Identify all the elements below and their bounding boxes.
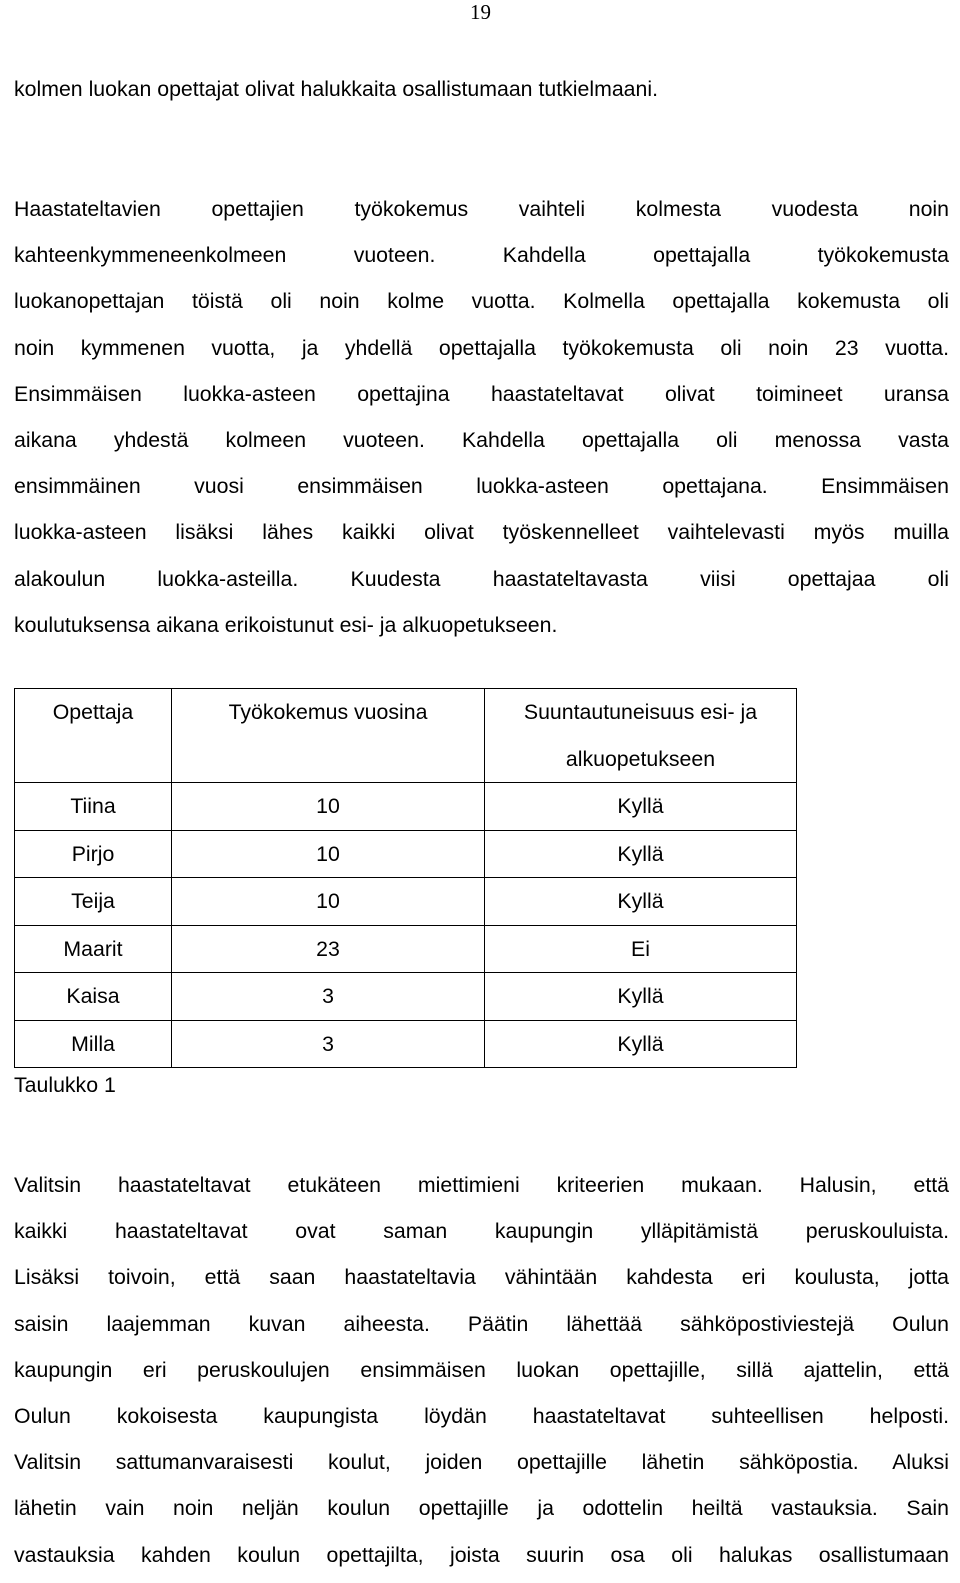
paragraph-line: Lisäksi toivoin, että saan haastateltavia vähintään kahdesta eri koulusta, jotta xyxy=(14,1265,949,1290)
cell-oriented: Kyllä xyxy=(485,878,797,926)
header-suuntautuneisuus-line1: Suuntautuneisuus esi- ja xyxy=(523,700,758,724)
cell-name: Pirjo xyxy=(15,830,172,878)
paragraph-line: Valitsin haastateltavat etukäteen miettimieni kriteerien mukaan. Halusin, että xyxy=(14,1173,949,1197)
table-row xyxy=(15,878,797,926)
paragraph-line: Oulun kokoisesta kaupungista löydän haastateltavat suhteellisen helposti. xyxy=(14,1404,949,1429)
page-number-text: 19 xyxy=(470,0,491,24)
table-row xyxy=(15,973,797,1021)
cell-name: Maarit xyxy=(15,925,172,973)
paragraph-line: noin kymmenen vuotta, ja yhdellä opettajalla työkokemusta oli noin 23 vuotta. xyxy=(14,335,949,360)
paragraph-3 xyxy=(14,1162,949,1578)
paragraph-line: Ensimmäisen luokka-asteen opettajina haastateltavat olivat toimineet uransa xyxy=(14,381,949,406)
paragraph-line: koulutuksensa aikana erikoistunut esi- ja alkuopetukseen. xyxy=(14,612,558,637)
paragraph-1 xyxy=(14,66,949,112)
table-row xyxy=(15,783,797,831)
paragraph-line: aikana yhdestä kolmeen vuoteen. Kahdella opettajalla oli menossa vasta xyxy=(14,428,949,453)
paragraph-line: kahteenkymmeneenkolmeen vuoteen. Kahdella opettajalla työkokemusta xyxy=(14,243,949,268)
cell-years: 3 xyxy=(172,973,485,1021)
paragraph-line: alakoulun luokka-asteilla. Kuudesta haastateltavasta viisi opettajaa oli xyxy=(14,566,949,591)
paragraph-line: saisin laajemman kuvan aiheesta. Päätin lähettää sähköpostiviestejä Oulun xyxy=(14,1311,949,1336)
cell-name: Milla xyxy=(15,1020,172,1068)
table-caption: Taulukko 1 xyxy=(14,1073,116,1097)
cell-name: Teija xyxy=(15,878,172,926)
header-tyokokemus: Työkokemus vuosina xyxy=(172,689,485,783)
cell-name: Kaisa xyxy=(15,973,172,1021)
paragraph-line: ensimmäinen vuosi ensimmäisen luokka-asteen opettajana. Ensimmäisen xyxy=(14,474,949,499)
table-row xyxy=(15,925,797,973)
cell-years: 10 xyxy=(172,878,485,926)
header-suuntautuneisuus xyxy=(485,689,797,783)
paragraph-line: kolmen luokan opettajat olivat halukkaita osallistumaan tutkielmaani. xyxy=(14,77,659,101)
paragraph-line: vastauksia kahden koulun opettajilta, joista suurin osa oli halukas osallistumaan xyxy=(14,1542,949,1567)
paragraph-line: luokka-asteen lisäksi lähes kaikki olivat työskennelleet vaihtelevasti myös muilla xyxy=(14,520,949,545)
paragraph-line: lähetin vain noin neljän koulun opettajille ja odottelin heiltä vastauksia. Sain xyxy=(14,1496,949,1521)
teacher-table-wrapper xyxy=(14,688,797,1068)
teacher-table xyxy=(14,688,797,1068)
cell-years: 10 xyxy=(172,830,485,878)
cell-oriented: Kyllä xyxy=(485,973,797,1021)
cell-oriented: Kyllä xyxy=(485,830,797,878)
cell-name: Tiina xyxy=(15,783,172,831)
cell-oriented: Ei xyxy=(485,925,797,973)
cell-years: 3 xyxy=(172,1020,485,1068)
cell-years: 23 xyxy=(172,925,485,973)
cell-oriented: Kyllä xyxy=(485,783,797,831)
table-row xyxy=(15,830,797,878)
table-header-row xyxy=(15,689,797,783)
paragraph-line: Haastateltavien opettajien työkokemus vaihteli kolmesta vuodesta noin xyxy=(14,197,949,221)
paragraph-line: Valitsin sattumanvaraisesti koulut, joiden opettajille lähetin sähköpostia. Aluksi xyxy=(14,1450,949,1475)
table-row xyxy=(15,1020,797,1068)
paragraph-2 xyxy=(14,186,949,648)
cell-oriented: Kyllä xyxy=(485,1020,797,1068)
paragraph-line: kaikki haastateltavat ovat saman kaupungin ylläpitämistä peruskouluista. xyxy=(14,1219,949,1244)
paragraph-line: kaupungin eri peruskoulujen ensimmäisen luokan opettajille, sillä ajattelin, että xyxy=(14,1357,949,1382)
header-opettaja: Opettaja xyxy=(15,689,172,783)
paragraph-line: luokanopettajan töistä oli noin kolme vuotta. Kolmella opettajalla kokemusta oli xyxy=(14,289,949,314)
cell-years: 10 xyxy=(172,783,485,831)
header-suuntautuneisuus-line2: alkuopetukseen xyxy=(565,746,716,771)
